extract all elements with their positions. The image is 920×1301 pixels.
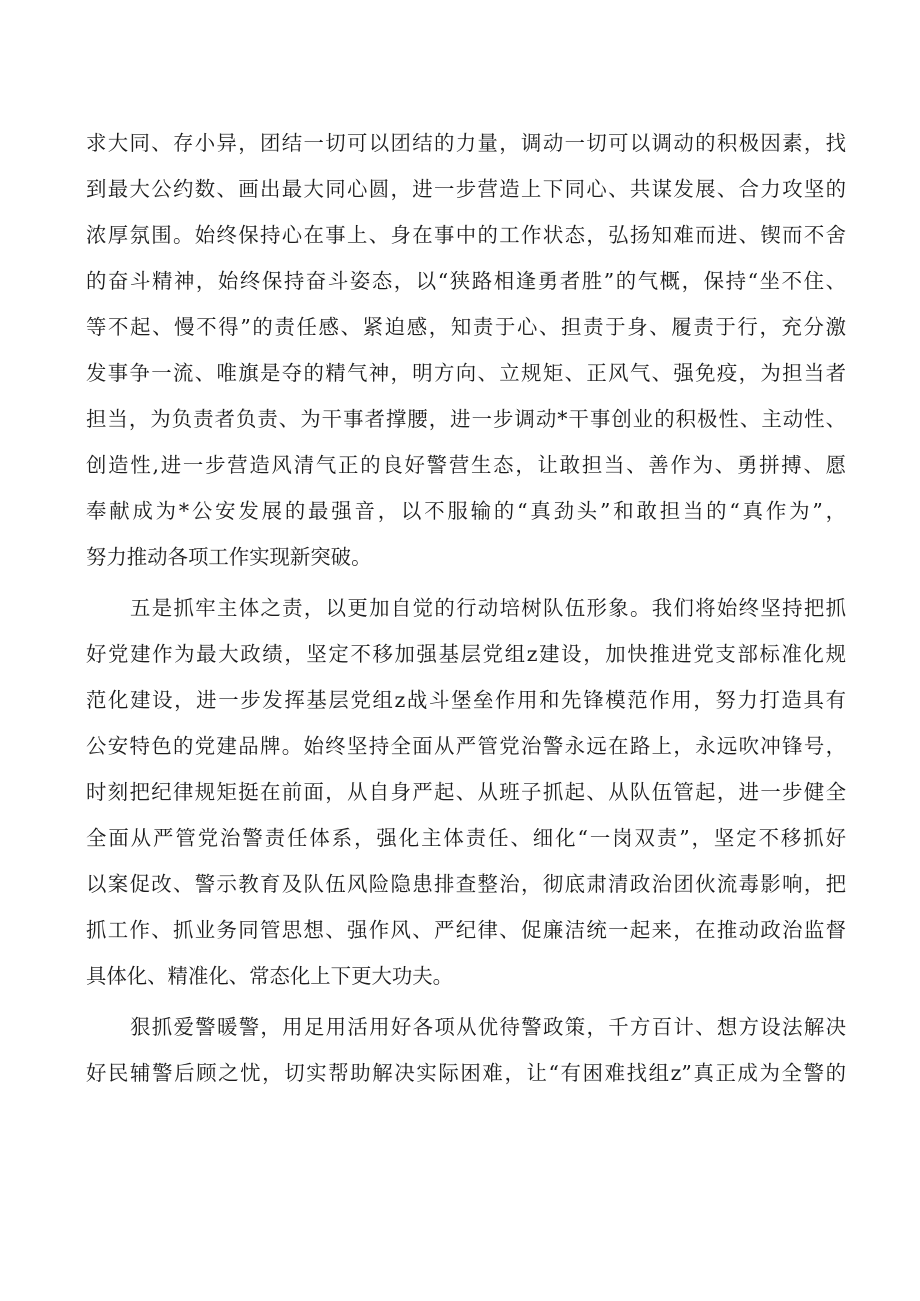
text-line: 奉献成为*公安发展的最强音，以不服输的“真劲头”和敢担当的“真作为”， xyxy=(86,499,846,523)
text-line: 创造性,进一步营造风清气正的良好警营生态，让敢担当、善作为、勇拼搏、愿 xyxy=(86,453,846,477)
text-line: 担当，为负责者负责、为干事者撑腰，进一步调动*干事创业的积极性、主动性、 xyxy=(86,407,846,431)
text-line: 到最大公约数、画出最大同心圆，进一步营造上下同心、共谋发展、合力攻坚的 xyxy=(86,177,846,201)
text-line: 公安特色的党建品牌。始终坚持全面从严管党治警永远在路上，永远吹冲锋号， xyxy=(86,734,846,758)
text-line: 浓厚氛围。始终保持心在事上、身在事中的工作状态，弘扬知难而进、锲而不舍 xyxy=(86,223,846,247)
text-line: 的奋斗精神，始终保持奋斗姿态，以“狭路相逢勇者胜”的气概，保持“坐不住、 xyxy=(86,269,846,293)
text-line: 具体化、精准化、常态化上下更大功夫。 xyxy=(86,964,454,988)
text-line: 以案促改、警示教育及队伍风险隐患排查整治，彻底肃清政治团伙流毒影响，把 xyxy=(86,872,846,896)
text-line: 努力推动各项工作实现新突破。 xyxy=(86,545,372,569)
text-line: 范化建设，进一步发挥基层党组z战斗堡垒作用和先锋模范作用，努力打造具有 xyxy=(86,688,846,712)
text-line: 五是抓牢主体之责，以更加自觉的行动培树队伍形象。我们将始终坚持把抓 xyxy=(130,596,846,620)
text-line: 等不起、慢不得”的责任感、紧迫感，知责于心、担责于身、履责于行，充分激 xyxy=(86,315,846,339)
text-line: 好民辅警后顾之忧，切实帮助解决实际困难，让“有困难找组z”真正成为全警的 xyxy=(86,1061,846,1085)
text-line: 时刻把纪律规矩挺在前面，从自身严起、从班子抓起、从队伍管起，进一步健全 xyxy=(86,780,846,804)
text-line: 发事争一流、唯旗是夺的精气神，明方向、立规矩、正风气、强免疫，为担当者 xyxy=(86,361,846,385)
text-line: 好党建作为最大政绩，坚定不移加强基层党组z建设，加快推进党支部标准化规 xyxy=(86,642,846,666)
text-line: 求大同、存小异，团结一切可以团结的力量，调动一切可以调动的积极因素，找 xyxy=(86,131,846,155)
text-line: 抓工作、抓业务同管思想、强作风、严纪律、促廉洁统一起来，在推动政治监督 xyxy=(86,918,846,942)
text-line: 全面从严管党治警责任体系，强化主体责任、细化“一岗双责”，坚定不移抓好 xyxy=(86,826,846,850)
text-line: 狠抓爱警暖警，用足用活用好各项从优待警政策，千方百计、想方设法解决 xyxy=(130,1015,846,1039)
